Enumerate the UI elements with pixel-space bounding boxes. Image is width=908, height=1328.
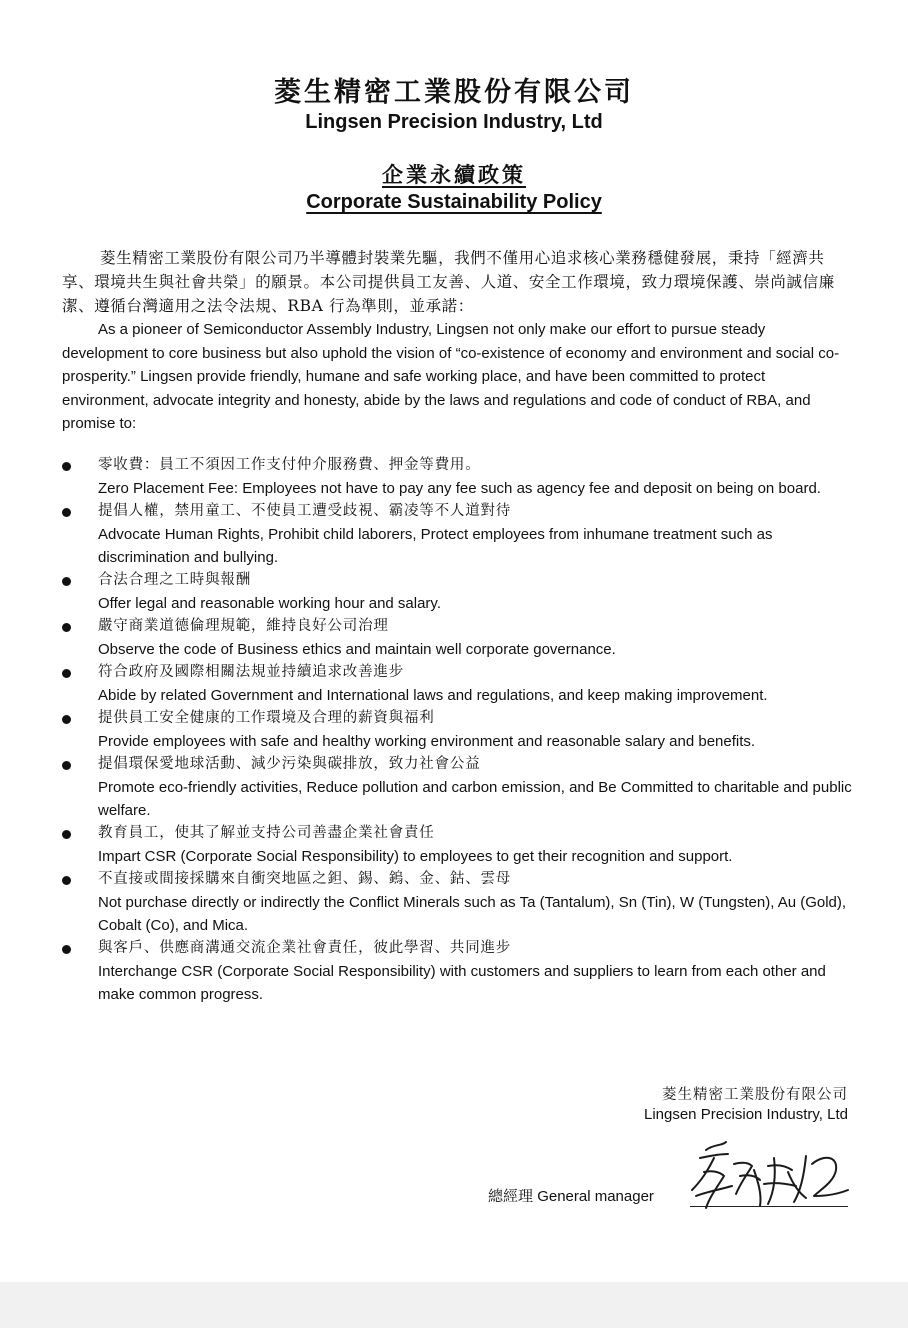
intro-paragraph-zh: 菱生精密工業股份有限公司乃半導體封裝業先驅，我們不僅用心追求核心業務穩健發展，秉持「經濟共享、環境共生與社會共榮」的願景。本公司提供員工友善、人道、安全工作環境，致力環境保護、崇尚誠信廉潔、遵循台灣適用之法令法規、RBA 行為準則，並承諾：: [62, 249, 835, 315]
company-name-en: Lingsen Precision Industry, Ltd: [305, 111, 603, 133]
page-bottom-margin: [0, 1282, 908, 1328]
policy-title-zh: [0, 159, 908, 189]
signoff-company-en: Lingsen Precision Industry, Ltd: [643, 1106, 848, 1123]
bullet-icon: [62, 508, 71, 517]
commitment-zh: 符合政府及國際相關法規並持續追求改善進步: [98, 664, 404, 680]
intro-paragraph-en: As a pioneer of Semiconductor Assembly Industry, Lingsen not only make our effort to pursue steady development to core business but also uphold the vision of “co-existence of economy and environment and social co-prosperity.” Lingsen provide friendly, humane and safe working place, and have been committed to protect environment, advocate integrity and honesty, abide by the laws and regulations and code of conduct of RBA, and promise to:: [62, 321, 840, 432]
commitment-en: Observe the code of Business ethics and maintain well corporate governance.: [98, 641, 616, 658]
list-item: [62, 937, 852, 1006]
commitment-en: Advocate Human Rights, Prohibit child laborers, Protect employees from inhumane treatment such as discrimination and bullying.: [98, 526, 773, 566]
list-item: [62, 868, 852, 937]
company-name-zh: 菱生精密工業股份有限公司: [274, 77, 634, 108]
list-item: [62, 615, 852, 661]
commitment-zh: 提供員工安全健康的工作環境及合理的薪資與福利: [98, 710, 435, 726]
commitment-zh: 教育員工，使其了解並支持公司善盡企業社會責任: [98, 825, 435, 841]
commitment-zh: 提倡人權，禁用童工、不使員工遭受歧視、霸凌等不人道對待: [98, 503, 512, 519]
bullet-icon: [62, 830, 71, 839]
bullet-icon: [62, 462, 71, 471]
list-item: [62, 707, 852, 753]
commitment-zh: 嚴守商業道德倫理規範，維持良好公司治理: [98, 618, 389, 634]
commitment-en: Not purchase directly or indirectly the Conflict Minerals such as Ta (Tantalum), Sn (Tin), W (Tungsten), Au (Gold), Cobalt (Co), and Mica.: [98, 894, 847, 934]
list-item: [62, 822, 852, 868]
bullet-icon: [62, 577, 71, 586]
list-item: [62, 753, 852, 822]
list-item: [62, 569, 852, 615]
signature-line: [690, 1206, 848, 1207]
commitment-zh: 與客戶、供應商溝通交流企業社會責任，彼此學習、共同進步: [98, 940, 512, 956]
commitment-en: Abide by related Government and International laws and regulations, and keep making improvement.: [98, 687, 768, 704]
signoff-company-zh: 菱生精密工業股份有限公司: [662, 1087, 848, 1103]
commitment-zh: 不直接或間接採購來自衝突地區之鉭、錫、鎢、金、鈷、雲母: [98, 871, 512, 887]
commitment-en: Offer legal and reasonable working hour and salary.: [98, 595, 441, 612]
general-manager-title-en: General manager: [537, 1188, 654, 1205]
general-manager-label: [488, 1185, 654, 1206]
commitment-zh: 合法合理之工時與報酬: [98, 572, 251, 588]
commitment-zh: 提倡環保愛地球活動、減少污染與碳排放，致力社會公益: [98, 756, 481, 772]
bullet-icon: [62, 945, 71, 954]
bullet-icon: [62, 876, 71, 885]
list-item: [62, 500, 852, 569]
commitment-en: Interchange CSR (Corporate Social Responsibility) with customers and suppliers to learn from each other and make common progress.: [98, 963, 826, 1003]
bullet-icon: [62, 623, 71, 632]
bullet-icon: [62, 761, 71, 770]
policy-title-en-text: Corporate Sustainability Policy: [306, 191, 602, 213]
commitments-list: [62, 454, 852, 1006]
commitment-zh: 零收費：員工不須因工作支付仲介服務費、押金等費用。: [98, 457, 481, 473]
commitment-en: Zero Placement Fee: Employees not have to pay any fee such as agency fee and deposit on being on board.: [98, 480, 821, 497]
bullet-icon: [62, 669, 71, 678]
list-item: [62, 661, 852, 707]
handwritten-signature: [688, 1136, 850, 1216]
list-item: [62, 454, 852, 500]
policy-title-en: [0, 191, 908, 214]
commitment-en: Promote eco-friendly activities, Reduce pollution and carbon emission, and Be Committed to charitable and public welfare.: [98, 779, 852, 819]
commitment-en: Impart CSR (Corporate Social Responsibility) to employees to get their recognition and support.: [98, 848, 733, 865]
bullet-icon: [62, 715, 71, 724]
commitment-en: Provide employees with safe and healthy working environment and reasonable salary and benefits.: [98, 733, 756, 750]
policy-title-zh-text: 企業永續政策: [382, 162, 526, 187]
general-manager-title-zh: 總經理: [488, 1187, 534, 1205]
